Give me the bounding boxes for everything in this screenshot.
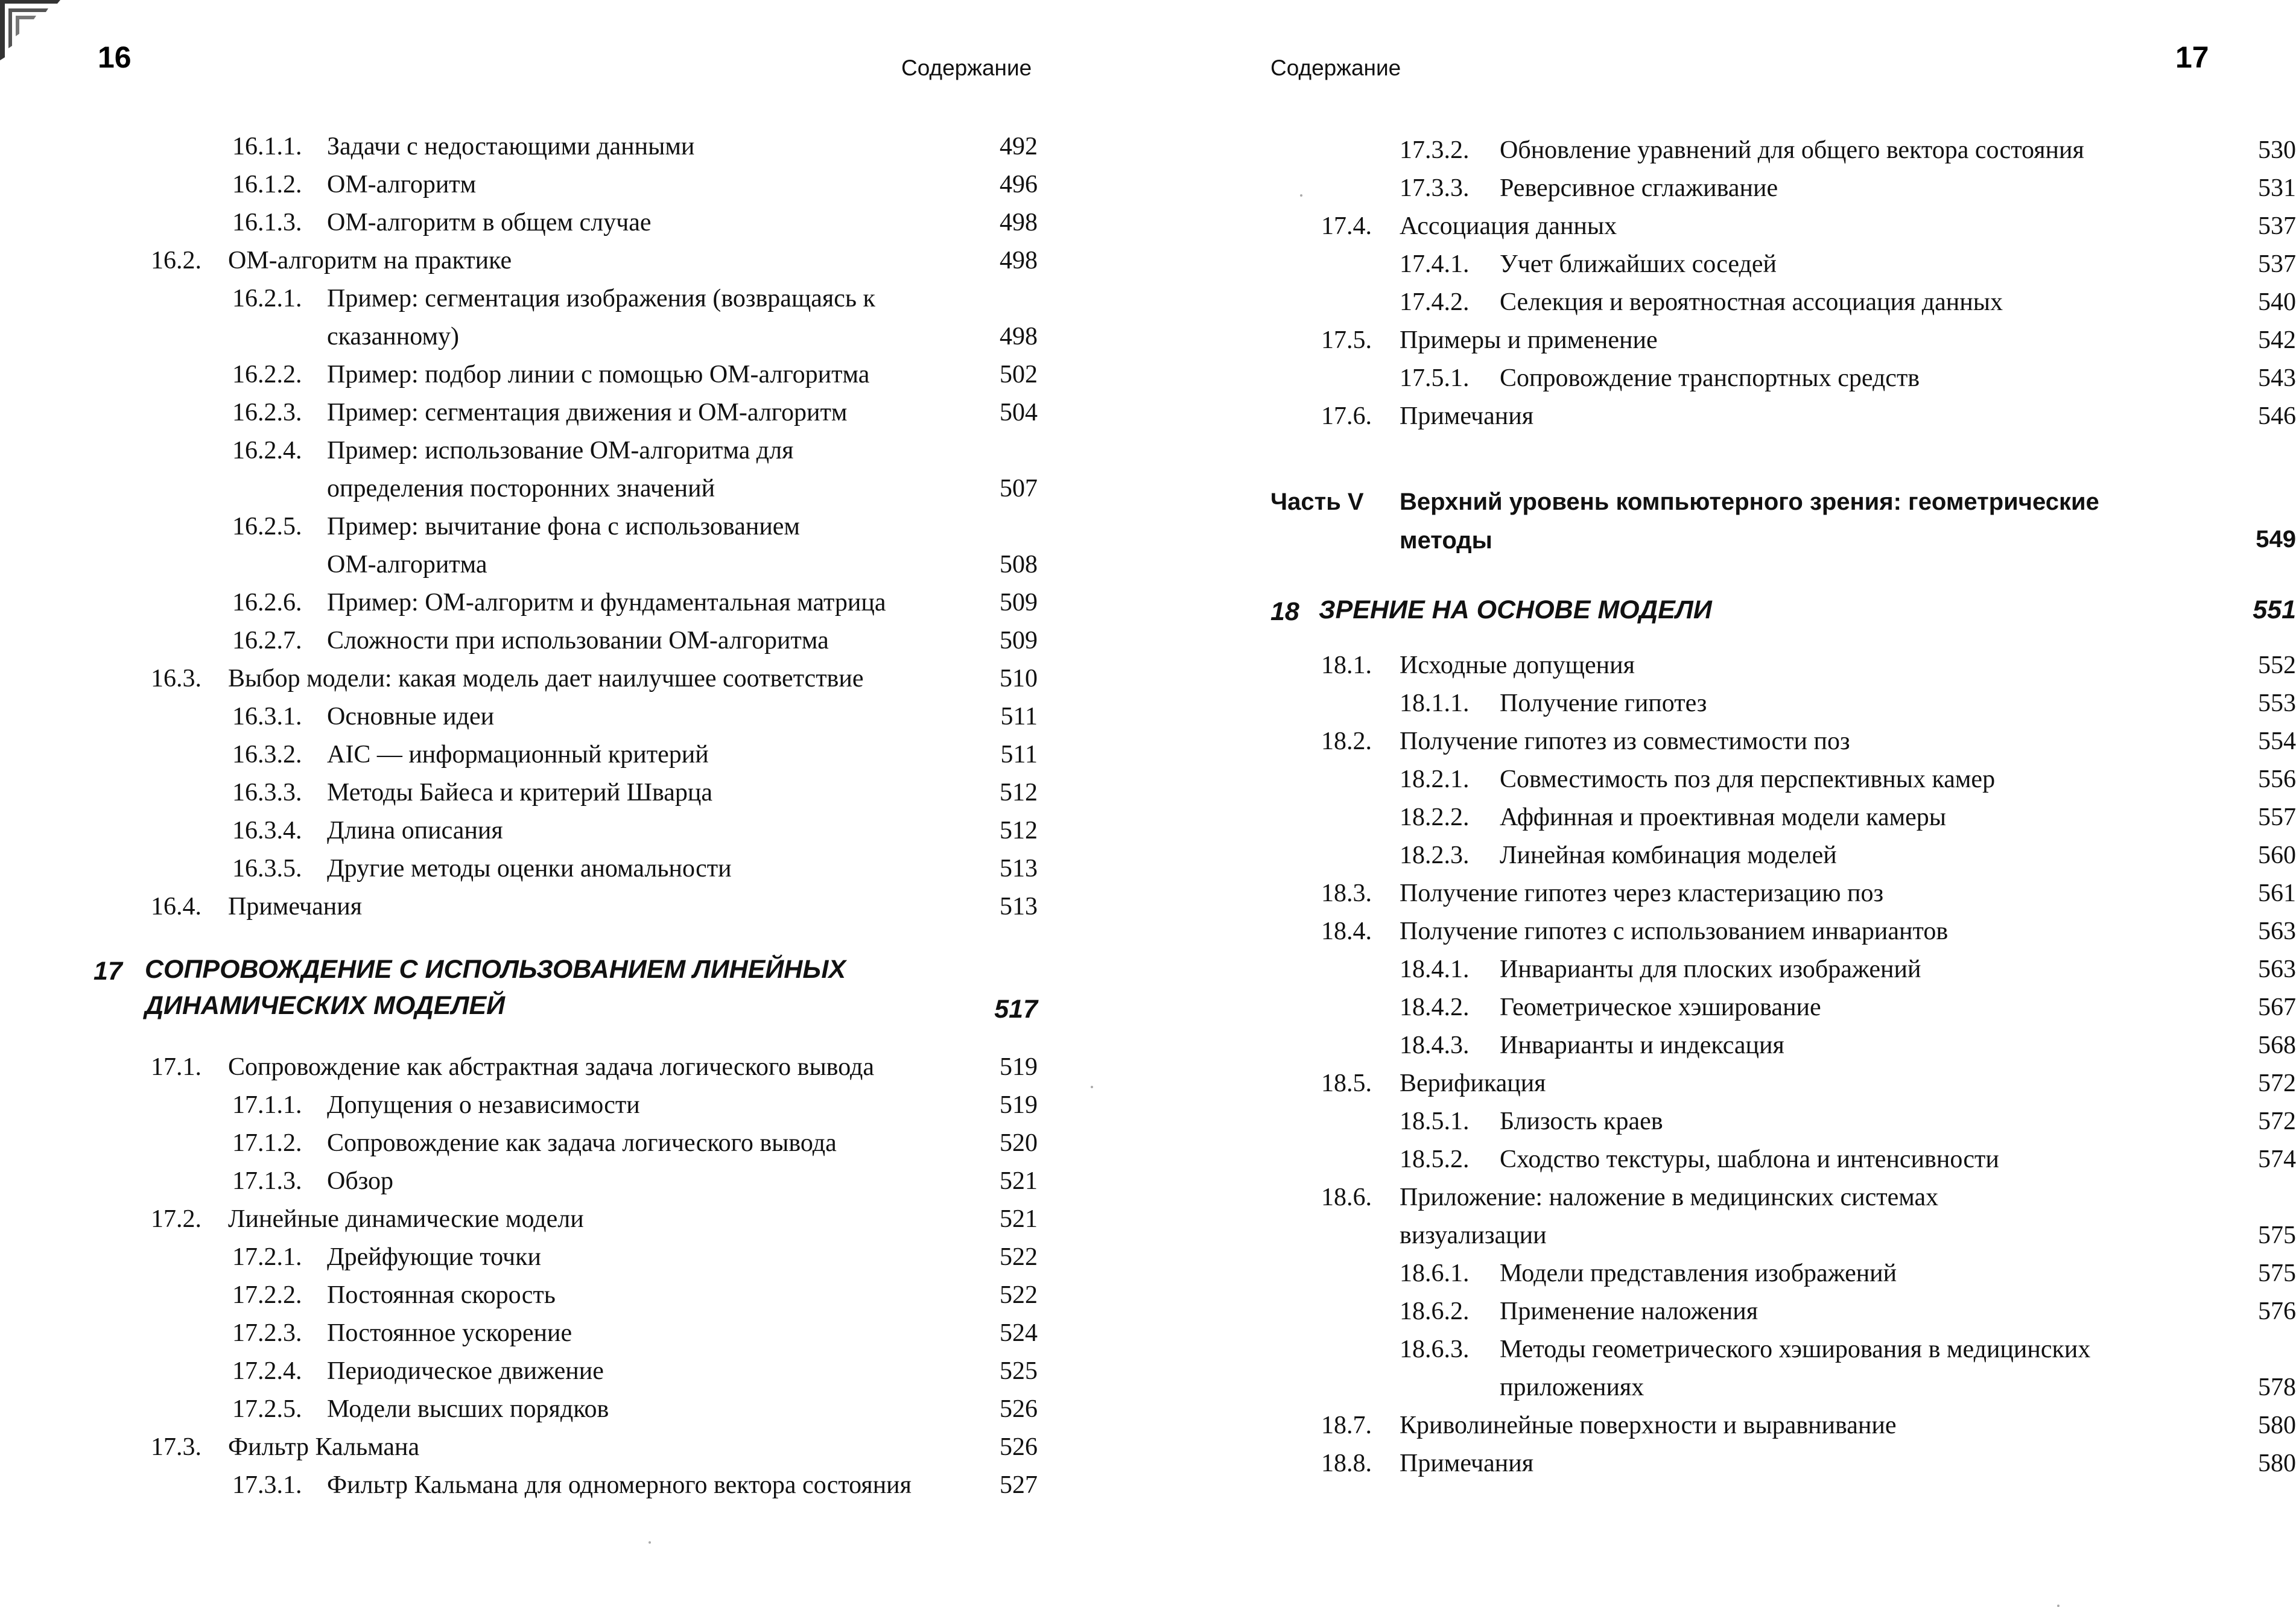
toc-entry-page: 522 [1000,1243,1038,1271]
chapter-title[interactable]: ЗРЕНИЕ НА ОСНОВЕ МОДЕЛИ [1319,595,1712,624]
toc-entry-number: 17.1.1. [232,1091,302,1119]
toc-entry-title[interactable]: Допущения о независимости [327,1091,640,1119]
toc-right [1144,0,2296,1607]
toc-entry-number: 17.2.2. [232,1281,302,1309]
toc-entry-title[interactable]: Фильтр Кальмана для одномерного вектора состояния [327,1471,912,1499]
toc-entry-number: 16.4. [151,893,201,921]
toc-entry-page: 575 [2258,1222,2296,1249]
toc-entry-title[interactable]: Реверсивное сглаживание [1500,174,1778,202]
toc-entry-number: 18.8. [1321,1450,1372,1477]
toc-entry-page: 508 [1000,551,1038,578]
toc-entry-title[interactable]: Близость краев [1500,1108,1663,1135]
toc-entry-number: 16.2.3. [232,399,302,426]
toc-entry-title[interactable]: Постоянное ускорение [327,1319,572,1347]
toc-entry-number: 18.4.2. [1400,994,1470,1021]
toc-entry-page: 513 [1000,893,1038,921]
toc-entry-title[interactable]: Получение гипотез из совместимости поз [1400,727,1850,755]
toc-entry-title[interactable]: Примечания [1400,1450,1534,1477]
toc-entry-number: 17.4.1. [1400,250,1470,278]
toc-entry-title[interactable]: Фильтр Кальмана [228,1433,420,1461]
toc-entry-page: 567 [2258,994,2296,1021]
toc-entry-number: 16.3.5. [232,855,302,883]
toc-entry-title[interactable]: сказанному) [327,323,460,350]
toc-entry-page: 522 [1000,1281,1038,1309]
toc-entry-number: 17.2.3. [232,1319,302,1347]
toc-entry-page: 526 [1000,1395,1038,1423]
toc-entry-page: 519 [1000,1053,1038,1081]
toc-entry-page: 543 [2258,364,2296,392]
toc-entry-number: 16.2.7. [232,627,302,655]
left-page [0,0,1144,1607]
toc-entry-page: 556 [2258,765,2296,793]
toc-entry-number: 18.6.2. [1400,1298,1470,1325]
toc-entry-number: 18.3. [1321,880,1372,907]
chapter-page: 517 [994,995,1038,1024]
chapter-number: 17 [94,957,122,986]
part-title[interactable]: Верхний уровень компьютерного зрения: геометрические [1400,489,2099,515]
toc-entry-number: 16.2.5. [232,513,302,540]
toc-entry-title[interactable]: Получение гипотез с использованием инвариантов [1400,918,1949,945]
toc-entry-number: 17.3.2. [1400,136,1470,164]
chapter-title[interactable]: ДИНАМИЧЕСКИХ МОДЕЛЕЙ [145,991,506,1020]
toc-entry-title[interactable]: Инварианты и индексация [1500,1032,1784,1059]
toc-entry-page: 537 [2258,250,2296,278]
part-title[interactable]: методы [1400,527,1492,554]
toc-entry-title[interactable]: Применение наложения [1500,1298,1758,1325]
toc-entry-number: 18.2.1. [1400,765,1470,793]
toc-entry-number: 18.6. [1321,1184,1372,1211]
toc-entry-title[interactable]: Пример: сегментация изображения (возвращаясь к [327,285,875,312]
toc-entry-page: 509 [1000,589,1038,616]
toc-entry-title[interactable]: Пример: вычитание фона с использованием [327,513,801,540]
toc-entry-title[interactable]: Примеры и применение [1400,326,1658,354]
toc-entry-page: 552 [2258,651,2296,679]
right-page [1144,0,2296,1607]
toc-entry-page: 511 [1000,703,1038,731]
toc-entry-page: 563 [2258,956,2296,983]
toc-entry-title[interactable]: Геометрическое хэширование [1500,994,1821,1021]
toc-entry-page: 504 [1000,399,1038,426]
toc-entry-number: 18.5.2. [1400,1146,1470,1173]
toc-entry-page: 553 [2258,689,2296,717]
toc-entry-number: 16.3.3. [232,779,302,807]
toc-entry-title[interactable]: Ассоциация данных [1400,212,1617,240]
toc-entry-number: 16.1.1. [232,133,302,160]
toc-entry-page: 496 [1000,171,1038,198]
page-number: 17 [2175,40,2209,74]
toc-entry-title[interactable]: Пример: сегментация движения и ОМ-алгоритм [327,399,848,426]
toc-entry-number: 16.3. [151,665,201,693]
toc-entry-number: 18.7. [1321,1412,1372,1439]
toc-entry-number: 18.2.3. [1400,842,1470,869]
toc-entry-title[interactable]: Пример: подбор линии с помощью ОМ-алгоритма [327,361,870,388]
toc-entry-number: 16.2. [151,247,201,274]
toc-entry-page: 498 [1000,247,1038,274]
toc-entry-page: 527 [1000,1471,1038,1499]
running-head: Содержание [1270,55,1401,80]
toc-entry-number: 16.3.1. [232,703,302,731]
chapter-number: 18 [1270,597,1299,626]
toc-entry-title[interactable]: определения посторонних значений [327,475,715,502]
toc-entry-page: 512 [1000,779,1038,807]
chapter-title[interactable]: СОПРОВОЖДЕНИЕ С ИСПОЛЬЗОВАНИЕМ ЛИНЕЙНЫХ [145,955,846,984]
toc-entry-page: 524 [1000,1319,1038,1347]
toc-entry-page: 510 [1000,665,1038,693]
toc-left [0,0,1144,1607]
toc-entry-number: 16.1.3. [232,209,302,236]
toc-entry-title[interactable]: Инварианты для плоских изображений [1500,956,1921,983]
toc-entry-number: 16.2.2. [232,361,302,388]
toc-entry-title[interactable]: Примечания [1400,402,1534,430]
scan-speck [1091,1086,1093,1088]
toc-entry-number: 17.1. [151,1053,201,1081]
toc-entry-number: 17.5. [1321,326,1372,354]
toc-entry-title[interactable]: Приложение: наложение в медицинских системах [1400,1184,1939,1211]
toc-entry-title[interactable]: Учет ближайших соседей [1500,250,1777,278]
toc-entry-title[interactable]: Совместимость поз для перспективных камер [1500,765,1996,793]
toc-entry-title[interactable]: Постоянная скорость [327,1281,556,1309]
running-head: Содержание [901,55,1032,80]
toc-entry-page: 521 [1000,1205,1038,1233]
toc-entry-title[interactable]: Линейная комбинация моделей [1500,842,1837,869]
toc-entry-page: 540 [2258,288,2296,316]
toc-entry-page: 575 [2258,1260,2296,1287]
toc-entry-title[interactable]: Селекция и вероятностная ассоциация данных [1500,288,2003,316]
toc-entry-page: 546 [2258,402,2296,430]
toc-entry-number: 16.2.6. [232,589,302,616]
toc-entry-page: 512 [1000,817,1038,845]
toc-entry-title[interactable]: ОМ-алгоритма [327,551,487,578]
toc-entry-page: 580 [2258,1412,2296,1439]
toc-entry-page: 513 [1000,855,1038,883]
toc-entry-page: 498 [1000,323,1038,350]
toc-entry-title[interactable]: Обзор [327,1167,394,1195]
toc-entry-title[interactable]: Пример: использование ОМ-алгоритма для [327,437,794,464]
toc-entry-title[interactable]: Основные идеи [327,703,495,731]
toc-entry-page: 530 [2258,136,2296,164]
toc-entry-title[interactable]: Методы Байеса и критерий Шварца [327,779,713,807]
toc-entry-title[interactable]: Исходные допущения [1400,651,1635,679]
toc-entry-page: 560 [2258,842,2296,869]
toc-entry-title[interactable]: визуализации [1400,1222,1547,1249]
toc-entry-title[interactable]: Другие методы оценки аномальности [327,855,732,883]
toc-entry-page: 502 [1000,361,1038,388]
toc-entry-title[interactable]: Сопровождение как абстрактная задача логического вывода [228,1053,875,1081]
toc-entry-number: 17.5.1. [1400,364,1470,392]
toc-entry-title[interactable]: Аффинная и проективная модели камеры [1500,804,1947,831]
toc-entry-page: 520 [1000,1129,1038,1157]
toc-entry-number: 16.2.1. [232,285,302,312]
toc-entry-number: 17.3.3. [1400,174,1470,202]
scan-speck [649,1541,651,1544]
toc-entry-title[interactable]: Верификация [1400,1070,1546,1097]
toc-entry-page: 507 [1000,475,1038,502]
toc-entry-page: 572 [2258,1108,2296,1135]
toc-entry-page: 531 [2258,174,2296,202]
toc-entry-title[interactable]: Примечания [228,893,363,921]
toc-entry-number: 17.2.4. [232,1357,302,1385]
toc-entry-page: 492 [1000,133,1038,160]
part-page: 549 [2256,526,2296,553]
toc-entry-number: 17.2.5. [232,1395,302,1423]
toc-entry-title[interactable]: Выбор модели: какая модель дает наилучшее соответствие [228,665,864,693]
toc-entry-number: 18.5.1. [1400,1108,1470,1135]
toc-entry-number: 16.3.2. [232,741,302,769]
toc-entry-number: 17.3. [151,1433,201,1461]
toc-entry-title[interactable]: Получение гипотез [1500,689,1707,717]
toc-entry-page: 580 [2258,1450,2296,1477]
toc-entry-number: 18.6.1. [1400,1260,1470,1287]
toc-entry-number: 18.4.3. [1400,1032,1470,1059]
toc-entry-number: 17.6. [1321,402,1372,430]
toc-entry-number: 17.2. [151,1205,201,1233]
toc-entry-page: 557 [2258,804,2296,831]
toc-entry-title[interactable]: ОМ-алгоритм [327,171,477,198]
toc-entry-page: 568 [2258,1032,2296,1059]
toc-entry-title[interactable]: Сопровождение как задача логического вывода [327,1129,837,1157]
toc-entry-number: 17.2.1. [232,1243,302,1271]
part-label: Часть V [1270,489,1364,515]
toc-entry-page: 509 [1000,627,1038,655]
toc-entry-number: 18.1.1. [1400,689,1470,717]
toc-entry-number: 17.4. [1321,212,1372,240]
toc-entry-title[interactable]: Сложности при использовании ОМ-алгоритма [327,627,829,655]
toc-entry-title[interactable]: Сходство текстуры, шаблона и интенсивности [1500,1146,1999,1173]
toc-entry-title[interactable]: Линейные динамические модели [228,1205,584,1233]
toc-entry-number: 16.2.4. [232,437,302,464]
toc-entry-title[interactable]: Обновление уравнений для общего вектора состояния [1500,136,2084,164]
toc-entry-page: 525 [1000,1357,1038,1385]
scan-speck [2057,1605,2060,1607]
toc-entry-title[interactable]: Модели высших порядков [327,1395,609,1423]
toc-entry-page: 537 [2258,212,2296,240]
toc-entry-number: 18.4. [1321,918,1372,945]
toc-entry-title[interactable]: Периодическое движение [327,1357,604,1385]
toc-entry-title[interactable]: Дрейфующие точки [327,1243,541,1271]
toc-entry-page: 563 [2258,918,2296,945]
toc-entry-number: 17.3.1. [232,1471,302,1499]
toc-entry-number: 16.3.4. [232,817,302,845]
toc-entry-page: 561 [2258,880,2296,907]
scan-speck [1300,194,1302,197]
toc-entry-page: 574 [2258,1146,2296,1173]
chapter-page: 551 [2253,595,2296,624]
toc-entry-number: 18.2.2. [1400,804,1470,831]
toc-entry-page: 542 [2258,326,2296,354]
toc-entry-page: 519 [1000,1091,1038,1119]
toc-entry-title[interactable]: приложениях [1500,1374,1644,1401]
toc-entry-page: 511 [1000,741,1038,769]
toc-entry-page: 521 [1000,1167,1038,1195]
toc-entry-title[interactable]: Длина описания [327,817,503,845]
toc-entry-number: 18.1. [1321,651,1372,679]
toc-entry-number: 18.5. [1321,1070,1372,1097]
page-number: 16 [98,40,132,74]
toc-entry-number: 17.4.2. [1400,288,1470,316]
toc-entry-page: 554 [2258,727,2296,755]
toc-entry-number: 17.1.3. [232,1167,302,1195]
toc-entry-page: 576 [2258,1298,2296,1325]
toc-entry-title[interactable]: Пример: ОМ-алгоритм и фундаментальная матрица [327,589,886,616]
toc-entry-title[interactable]: ОМ-алгоритм на практике [228,247,512,274]
toc-entry-title[interactable]: Задачи с недостающими данными [327,133,695,160]
toc-entry-page: 578 [2258,1374,2296,1401]
toc-entry-title[interactable]: ОМ-алгоритм в общем случае [327,209,652,236]
toc-entry-number: 17.1.2. [232,1129,302,1157]
toc-entry-page: 572 [2258,1070,2296,1097]
toc-entry-page: 498 [1000,209,1038,236]
toc-entry-page: 526 [1000,1433,1038,1461]
toc-entry-number: 18.2. [1321,727,1372,755]
toc-entry-title[interactable]: Сопровождение транспортных средств [1500,364,1920,392]
toc-entry-number: 16.1.2. [232,171,302,198]
toc-entry-title[interactable]: Криволинейные поверхности и выравнивание [1400,1412,1897,1439]
toc-entry-title[interactable]: AIC — информационный критерий [327,741,709,769]
toc-entry-number: 18.6.3. [1400,1336,1470,1363]
toc-entry-number: 18.4.1. [1400,956,1470,983]
toc-entry-title[interactable]: Методы геометрического хэширования в медицинских [1500,1336,2091,1363]
toc-entry-title[interactable]: Модели представления изображений [1500,1260,1897,1287]
toc-entry-title[interactable]: Получение гипотез через кластеризацию поз [1400,880,1884,907]
